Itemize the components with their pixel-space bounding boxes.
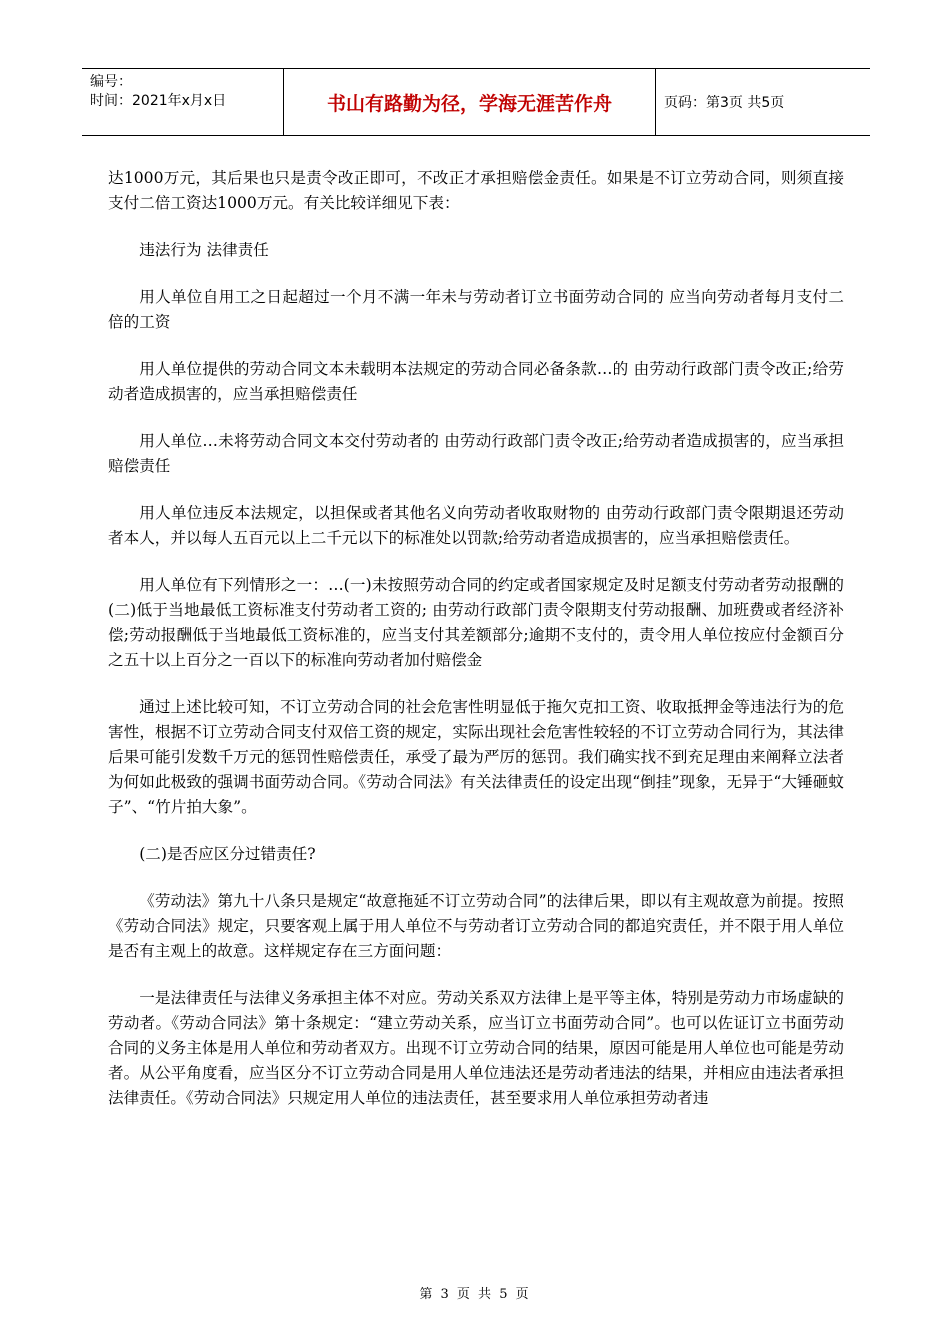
header-motto: 书山有路勤为径，学海无涯苦作舟 xyxy=(284,69,656,135)
paragraph: 通过上述比较可知，不订立劳动合同的社会危害性明显低于拖欠克扣工资、收取抵押金等违法行为的危害性，根据不订立劳动合同支付双倍工资的规定，实际出现社会危害性较轻的不订立劳动合同行为，其法律后果可能引发数千万元的惩罚性赔偿责任，承受了最为严厉的惩罚。我们确实找不到充足理由来阐释立法者为何如此极致的强调书面劳动合同。《劳动合同法》有关法律责任的设定出现“倒挂”现象，无异于“大锤砸蚊子”、“竹片拍大象”。 xyxy=(108,698,844,816)
paragraph: 用人单位提供的劳动合同文本未载明本法规定的劳动合同必备条款…的 由劳动行政部门责令改正;给劳动者造成损害的，应当承担赔偿责任 xyxy=(108,360,844,403)
paragraph: 用人单位…未将劳动合同文本交付劳动者的 由劳动行政部门责令改正;给劳动者造成损害的，应当承担赔偿责任 xyxy=(108,432,844,475)
page-header xyxy=(82,68,870,136)
paragraph: 用人单位违反本法规定，以担保或者其他名义向劳动者收取财物的 由劳动行政部门责令限期退还劳动者本人，并以每人五百元以上二千元以下的标准处以罚款;给劳动者造成损害的，应当承担赔偿责任。 xyxy=(108,504,844,547)
header-meta xyxy=(82,69,284,135)
paragraph: 用人单位有下列情形之一：…(一)未按照劳动合同的约定或者国家规定及时足额支付劳动者劳动报酬的(二)低于当地最低工资标准支付劳动者工资的; 由劳动行政部门责令限期支付劳动报酬、加班费或者经济补偿;劳动报酬低于当地最低工资标准的，应当支付其差额部分;逾期不支付的，责令用人单位按应付金额百分之五十以上百分之一百以下的标准向劳动者加付赔偿金 xyxy=(108,576,844,669)
paragraph: 用人单位自用工之日起超过一个月不满一年未与劳动者订立书面劳动合同的 应当向劳动者每月支付二倍的工资 xyxy=(108,288,844,331)
header-page-info: 页码：第3页 共5页 xyxy=(664,95,785,111)
paragraph: 违法行为 法律责任 xyxy=(139,241,269,259)
page-footer: 第 3 页 共 5 页 xyxy=(419,1287,531,1302)
section-heading: (二)是否应区分过错责任? xyxy=(139,845,316,863)
paragraph: 《劳动法》第九十八条只是规定“故意拖延不订立劳动合同”的法律后果，即以有主观故意为前提。按照《劳动合同法》规定，只要客观上属于用人单位不与劳动者订立劳动合同的都追究责任，并不限于用人单位是否有主观上的故意。这样规定存在三方面问题： xyxy=(108,892,844,960)
date-label: 时间：2021年x月x日 xyxy=(90,93,227,109)
paragraph: 一是法律责任与法律义务承担主体不对应。劳动关系双方法律上是平等主体，特别是劳动力市场虚缺的劳动者。《劳动合同法》第十条规定：“建立劳动关系，应当订立书面劳动合同”。也可以佐证订立书面劳动合同的义务主体是用人单位和劳动者双方。出现不订立劳动合同的结果，原因可能是用人单位也可能是劳动者。从公平角度看，应当区分不订立劳动合同是用人单位违法还是劳动者违法的结果，并相应由违法者承担法律责任。《劳动合同法》只规定用人单位的违法责任，甚至要求用人单位承担劳动者违 xyxy=(108,989,844,1107)
number-label: 编号： xyxy=(90,74,132,90)
paragraph: 达1000万元，其后果也只是责令改正即可，不改正才承担赔偿金责任。如果是不订立劳动合同，则须直接支付二倍工资达1000万元。有关比较详细见下表： xyxy=(108,169,844,212)
document-body xyxy=(108,166,844,1133)
